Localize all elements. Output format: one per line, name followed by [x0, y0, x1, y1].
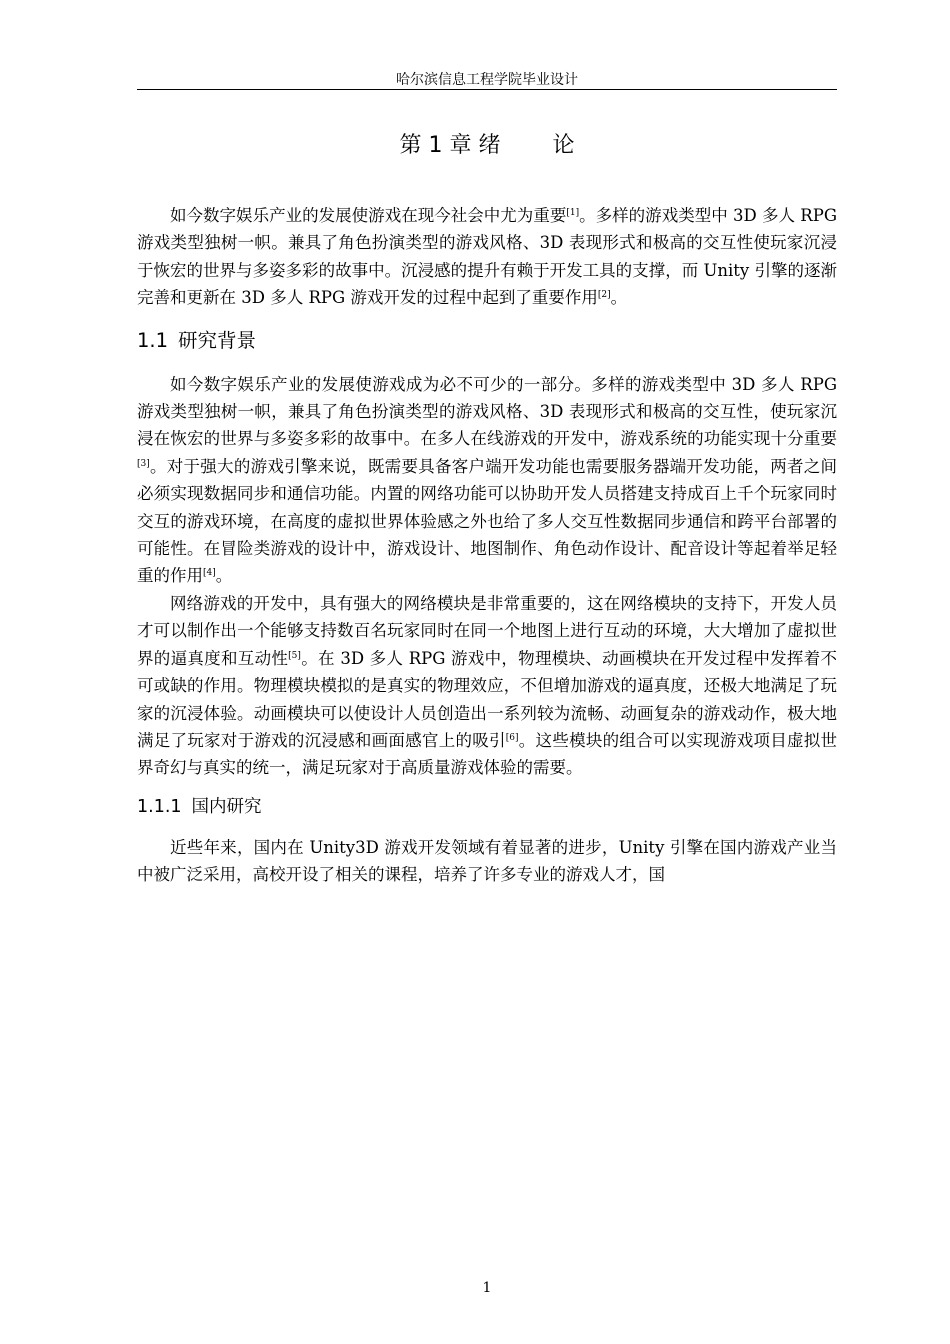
citation-3: [3]: [137, 458, 150, 469]
citation-1: [1]: [566, 208, 580, 218]
section-number: 1.1: [137, 328, 169, 352]
text-run: 。对于强大的游戏引擎来说，既需要具备客户端开发功能也需要服务器端开发功能，两者之间必须实现数据同步和通信功能。内置的网络功能可以协助开发人员搭建支持成百上千个玩家同时交互的游戏环境，在高度的虚拟世界体验感之外也给了多人交互性数据同步通信和跨平台部署的可能性。在冒险类游戏的设计中，游戏设计、地图制作、角色动作设计、配音设计等起着举足轻重的作用: [137, 456, 837, 586]
section-heading-1-1: [137, 319, 837, 363]
citation-5: [5]: [288, 650, 301, 661]
text-run: 。这些模块的组合可以实现游戏项目虚拟世界奇幻与真实的统一，满足玩家对于高质量游戏体验的需要。: [137, 730, 838, 778]
text-run: 如今数字娱乐产业的发展使游戏成为必不可少的一部分。多样的游戏类型中 3D 多人 RPG 游戏类型独树一帜，兼具了角色扮演类型的游戏风格、3D 表现形式和极高的交互性，使玩家沉浸在恢宏的世界与多姿多彩的故事中。在多人在线游戏的开发中，游戏系统的功能实现十分重要: [137, 374, 837, 449]
subsection-number: 1.1.1: [137, 796, 182, 817]
section-title: 研究背景: [178, 328, 257, 352]
chapter-title-word-2: 论: [552, 133, 575, 158]
text-run: 网络游戏的开发中，具有强大的网络模块是非常重要的，这在网络模块的支持下，开发人员才可以制作出一个能够支持数百名玩家同时在同一个地图上进行互动的环境，大大增加了虚拟世界的逼真度和互动性: [137, 593, 837, 668]
text-run: 如今数字娱乐产业的发展使游戏在现今社会中尤为重要: [170, 206, 567, 225]
intro-paragraph: [137, 202, 837, 312]
document-body: [137, 202, 837, 889]
section-heading-1-1-1: [137, 786, 837, 828]
text-run: 。多样的游戏类型中 3D 多人 RPG 游戏类型独树一帜。兼具了角色扮演类型的游戏风格、3D 表现形式和极高的交互性使玩家沉浸于恢宏的世界与多姿多彩的故事中。沉浸感的提升有赖于开发工具的支撑，而 Unity 引擎的逐渐完善和更新在 3D 多人 RPG 游戏开发的过程中起到了重要作用: [137, 206, 837, 308]
citation-4: [4]: [203, 568, 216, 579]
background-paragraph-2: [137, 590, 837, 782]
header-rule: [137, 89, 837, 90]
citation-6: [6]: [505, 732, 519, 743]
domestic-research-paragraph: 近些年来，国内在 Unity3D 游戏开发领域有着显著的进步，Unity 引擎在国内游戏产业当中被广泛采用，高校开设了相关的课程，培养了许多专业的游戏人才，国: [137, 837, 837, 885]
text-run: 。在 3D 多人 RPG 游戏中，物理模块、动画模块在开发过程中发挥着不可或缺的作用。物理模块模拟的是真实的物理效应，不但增加游戏的逼真度，还极大地满足了玩家的沉浸体验。动画模块可以使设计人员创造出一系列较为流畅、动画复杂的游戏动作，极大地满足了玩家对于游戏的沉浸感和画面感官上的吸引: [137, 648, 838, 750]
chapter-number: 第 1 章: [399, 133, 472, 158]
chapter-title-word-1: 绪: [478, 133, 501, 158]
citation-2: [2]: [597, 290, 611, 301]
page-number: 1: [482, 1280, 492, 1296]
running-header: 哈尔滨信息工程学院毕业设计: [396, 72, 578, 88]
background-paragraph-1: [137, 371, 837, 590]
chapter-title: [137, 128, 837, 164]
text-run: 。: [215, 566, 233, 586]
text-run: 。: [610, 288, 628, 308]
subsection-title: 国内研究: [191, 796, 262, 817]
